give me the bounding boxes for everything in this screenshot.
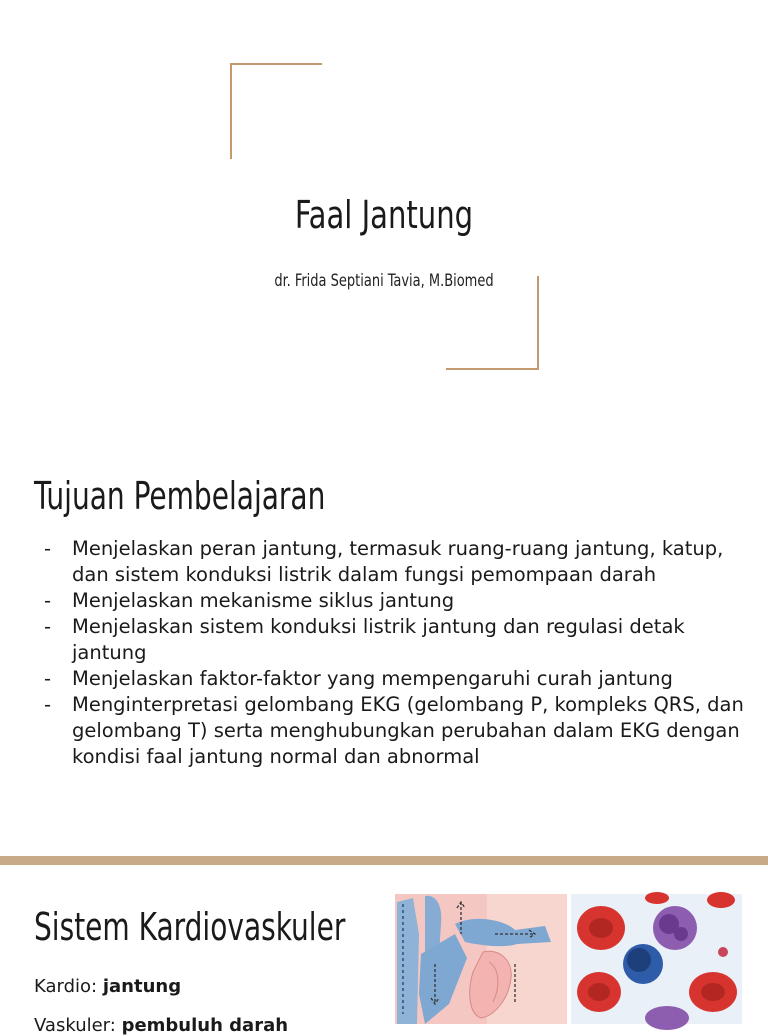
heart-illustration-icon (395, 894, 567, 1024)
list-item-text: Menjelaskan sistem konduksi listrik jantung dan regulasi detak jantung (72, 615, 685, 664)
bullet-dash: - (44, 693, 52, 716)
cardiovascular-slide (0, 865, 768, 1036)
bullet-dash: - (44, 589, 52, 612)
list-item-text: Menjelaskan peran jantung, termasuk ruang-ruang jantung, katup, dan sistem konduksi listrik dalam fungsi pemompaan darah (72, 537, 724, 586)
slide-author: dr. Frida Septiani Tavia, M.Biomed (274, 271, 494, 291)
list-item (44, 692, 744, 770)
vaskuler-definition (34, 1015, 288, 1036)
list-item (44, 588, 744, 614)
list-item (44, 536, 744, 588)
objectives-slide (0, 430, 768, 856)
bullet-dash: - (44, 537, 52, 560)
list-item-text: Menjelaskan faktor-faktor yang mempengaruhi curah jantung (72, 667, 673, 690)
kardio-label: Kardio: (34, 976, 98, 997)
slide-title: Faal Jantung (294, 193, 474, 237)
bullet-dash: - (44, 667, 52, 690)
list-item-text: Menjelaskan mekanisme siklus jantung (72, 589, 455, 612)
kardio-value: jantung (102, 976, 182, 997)
blood-cells-illustration-icon (571, 894, 742, 1024)
objectives-list (44, 536, 744, 770)
slide-divider (0, 856, 768, 865)
list-item (44, 666, 744, 692)
title-slide (0, 0, 768, 430)
vaskuler-value: pembuluh darah (121, 1015, 289, 1036)
decorative-corner-top-left (230, 63, 322, 159)
blood-cells-image (571, 894, 742, 1024)
vaskuler-label: Vaskuler: (34, 1015, 116, 1036)
objectives-heading: Tujuan Pembelajaran (34, 474, 326, 518)
list-item-text: Menginterpretasi gelombang EKG (gelombang P, kompleks QRS, dan gelombang T) serta menghubungkan perubahan dalam EKG dengan kondisi faal jantung normal dan abnormal (72, 693, 744, 768)
cardiovascular-heading: Sistem Kardiovaskuler (34, 905, 346, 949)
bullet-dash: - (44, 615, 52, 638)
kardio-definition (34, 976, 181, 997)
heart-diagram-image (395, 894, 567, 1024)
list-item (44, 614, 744, 666)
